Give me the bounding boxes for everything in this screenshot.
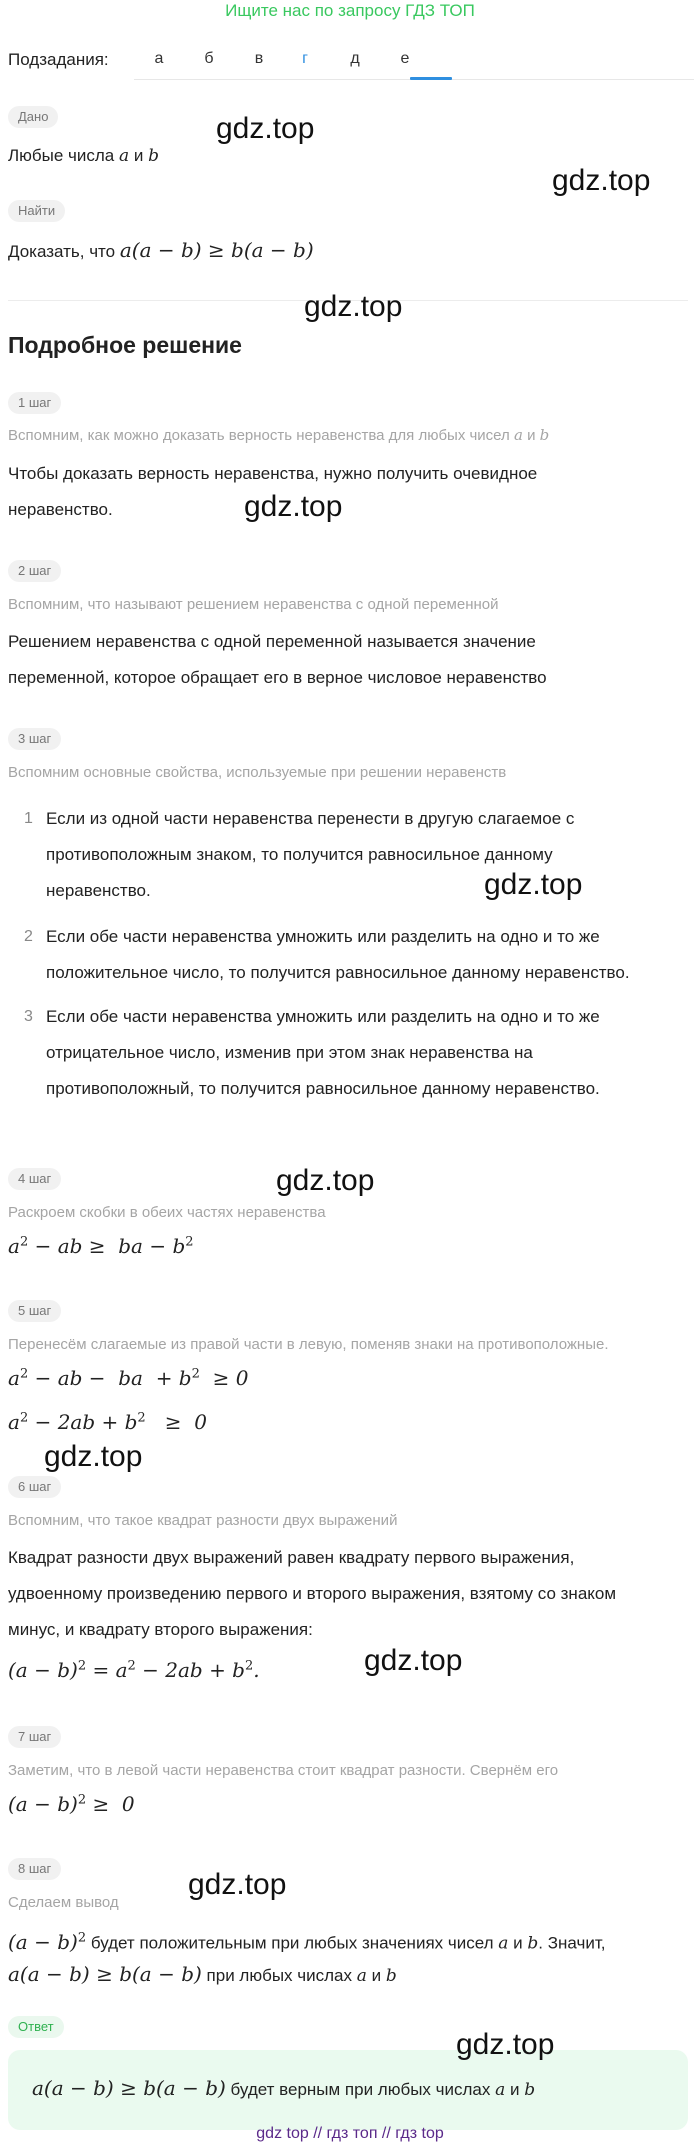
- watermark: gdz.top: [552, 164, 651, 197]
- watermark: gdz.top: [456, 2028, 555, 2061]
- watermark: gdz.top: [304, 290, 403, 323]
- step8-chip: 8 шаг: [8, 1858, 61, 1880]
- answer-chip: Ответ: [8, 2016, 64, 2038]
- list-item-number: 1: [24, 810, 33, 827]
- tab-b[interactable]: б: [204, 50, 214, 67]
- find-text: Доказать, что a(a − b) ≥ b(a − b): [8, 238, 314, 262]
- watermark: gdz.top: [364, 1644, 463, 1677]
- step1-line2: неравенство.: [8, 500, 113, 519]
- step2-hint: Вспомним, что называют решением неравенства с одной переменной: [8, 596, 499, 613]
- watermark: gdz.top: [188, 1868, 287, 1901]
- subtasks-bar: [8, 46, 690, 80]
- list-item-line: неравенство.: [46, 881, 151, 900]
- tab-e[interactable]: е: [400, 50, 410, 67]
- list-item-line: противоположным знаком, то получится равносильное данному: [46, 845, 553, 864]
- watermark: gdz.top: [244, 490, 343, 523]
- step2-line2: переменной, которое обращает его в верное числовое неравенство: [8, 668, 547, 687]
- step5-formula-1: $a^2$ − ab − ba + $b^2 \ge 0$: [8, 1366, 249, 1390]
- step1-chip: 1 шаг: [8, 392, 61, 414]
- step6-hint: Вспомним, что такое квадрат разности двух выражений: [8, 1512, 398, 1529]
- step3-chip: 3 шаг: [8, 728, 61, 750]
- watermark: gdz.top: [44, 1440, 143, 1473]
- list-item-line: Если из одной части неравенства перенести в другую слагаемое с: [46, 809, 575, 828]
- step4-hint: Раскроем скобки в обеих частях неравенства: [8, 1204, 326, 1221]
- tab-g[interactable]: г: [302, 50, 308, 67]
- tab-v[interactable]: в: [254, 50, 264, 67]
- step6-chip: 6 шаг: [8, 1476, 61, 1498]
- given-text: Любые числа a и b: [8, 146, 160, 166]
- step5-hint: Перенесём слагаемые из правой части в левую, поменяв знаки на противоположные.: [8, 1336, 609, 1353]
- step6-line3: минус, и квадрату второго выражения:: [8, 1620, 313, 1639]
- list-item-number: 3: [24, 1008, 33, 1025]
- step4-formula: $a^2$ − ab ≥ ba − $b^2$: [8, 1234, 194, 1258]
- answer-box: [8, 2050, 688, 2130]
- list-item-line: положительное число, то получится равносильное данному неравенство.: [46, 963, 630, 982]
- step1-line1: Чтобы доказать верность неравенства, нужно получить очевидное: [8, 464, 538, 483]
- solution-title: Подробное решение: [8, 332, 242, 358]
- step8-line2: a(a − b) ≥ b(a − b) при любых числах a и b: [8, 1962, 397, 1986]
- step4-chip: 4 шаг: [8, 1168, 61, 1190]
- find-chip: Найти: [8, 200, 65, 222]
- step7-hint: Заметим, что в левой части неравенства стоит квадрат разности. Свернём его: [8, 1762, 559, 1779]
- step2-chip: 2 шаг: [8, 560, 61, 582]
- step6-line1: Квадрат разности двух выражений равен квадрату первого выражения,: [8, 1548, 575, 1567]
- step6-formula: $(a - b)^2 = a^2 - 2ab + b^2$.: [8, 1658, 260, 1682]
- subtasks-label: Подзадания:: [8, 50, 109, 69]
- step1-hint: Вспомним, как можно доказать верность неравенства для любых чисел a и b: [8, 426, 550, 444]
- footer-links[interactable]: gdz top // гдз топ // гдз top: [256, 2125, 444, 2142]
- list-item-line: Если обе части неравенства умножить или разделить на одно и то же: [46, 927, 600, 946]
- list-item-line: отрицательное число, изменив при этом знак неравенства на: [46, 1043, 533, 1062]
- watermark: gdz.top: [216, 112, 315, 145]
- search-banner: Ищите нас по запросу ГДЗ ТОП: [225, 1, 475, 20]
- step8-hint: Сделаем вывод: [8, 1894, 119, 1911]
- list-item-line: противоположный, то получится равносильное данному неравенство.: [46, 1079, 600, 1098]
- active-tab-indicator: [410, 77, 452, 80]
- list-item-number: 2: [24, 928, 33, 945]
- list-item-line: Если обе части неравенства умножить или разделить на одно и то же: [46, 1007, 600, 1026]
- answer-text: a(a − b) ≥ b(a − b) будет верным при любых числах a и b: [32, 2076, 536, 2100]
- subtask-tabs: [134, 46, 694, 80]
- tab-d[interactable]: д: [350, 50, 360, 67]
- step3-hint: Вспомним основные свойства, используемые при решении неравенств: [8, 764, 507, 781]
- step8-line1: $(a - b)^2$ будет положительным при любых значениях чисел a и b. Значит,: [8, 1929, 606, 1954]
- watermark: gdz.top: [484, 868, 583, 901]
- tab-a[interactable]: а: [154, 50, 164, 67]
- step7-chip: 7 шаг: [8, 1726, 61, 1748]
- watermark: gdz.top: [276, 1164, 375, 1197]
- step5-chip: 5 шаг: [8, 1300, 61, 1322]
- given-chip: Дано: [8, 106, 58, 128]
- step2-line1: Решением неравенства с одной переменной называется значение: [8, 632, 536, 651]
- step5-formula-2: $a^2 - 2ab + b^2 \ge 0$: [8, 1410, 207, 1434]
- step6-line2: удвоенному произведению первого и второго выражения, взятому со знаком: [8, 1584, 617, 1603]
- step7-formula: $(a - b)^2 \ge 0$: [8, 1792, 135, 1816]
